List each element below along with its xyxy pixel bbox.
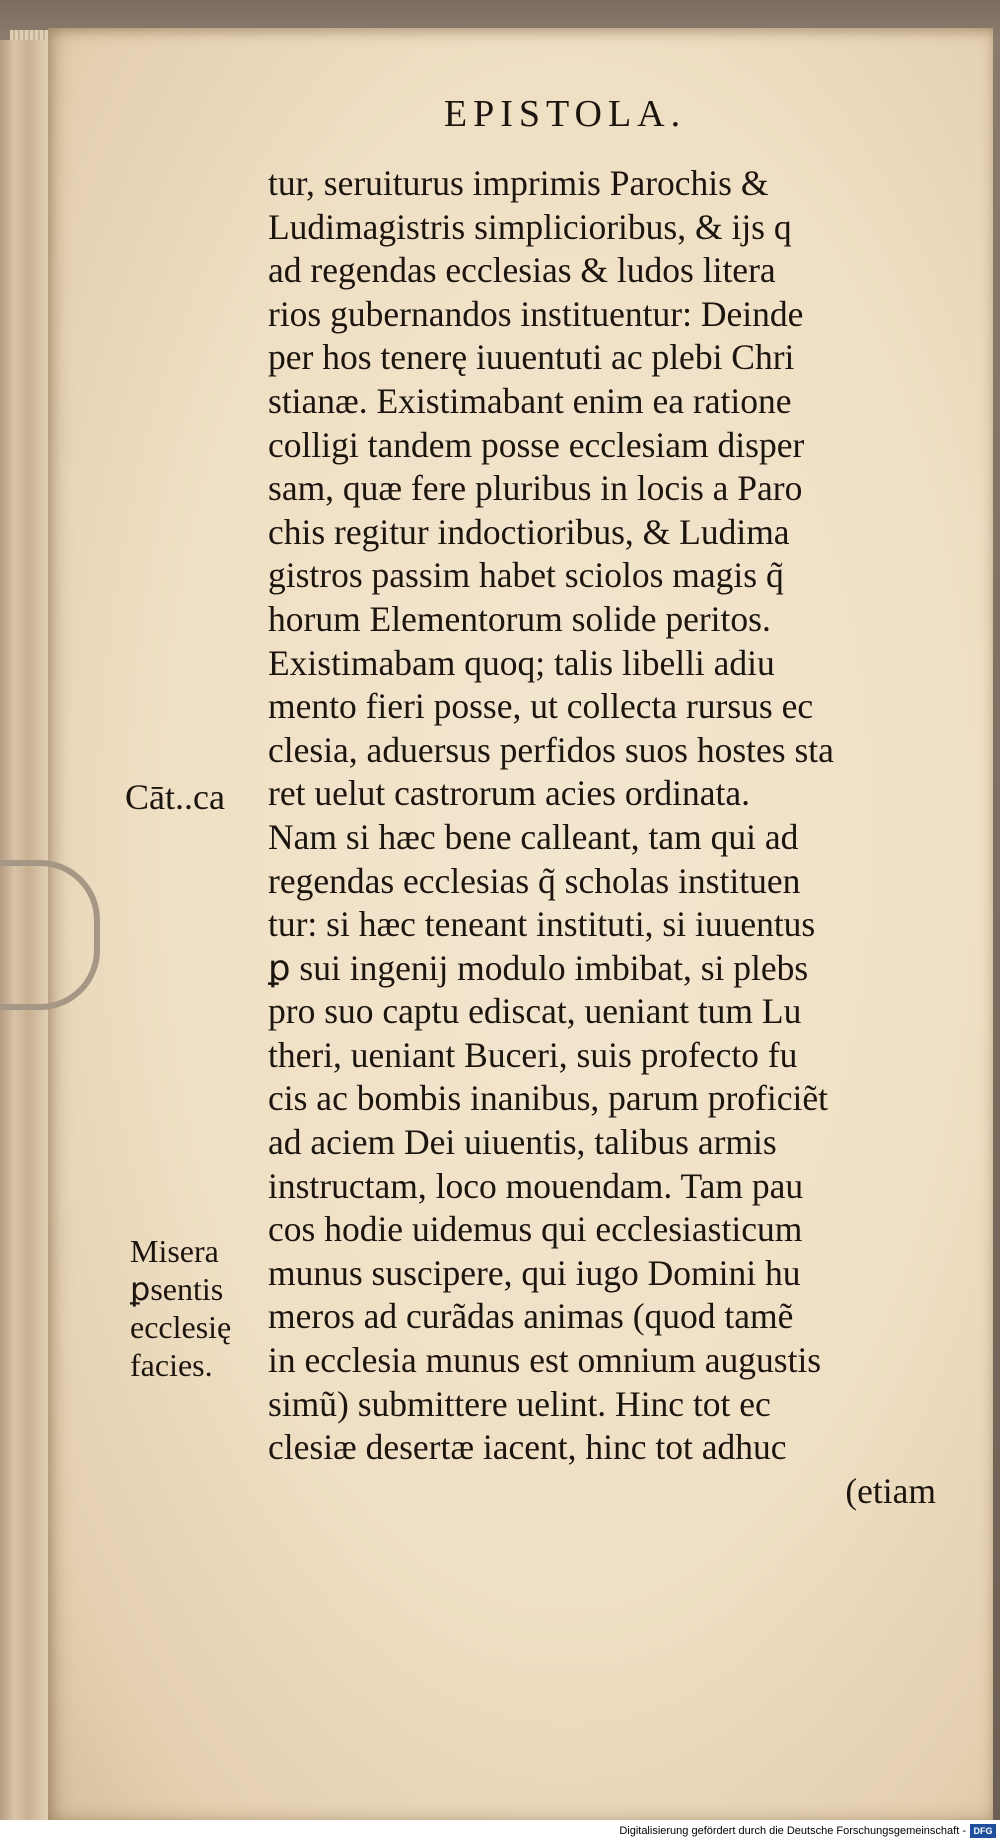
- dfg-logo: DFG: [970, 1824, 996, 1838]
- text-line: ꝑ sui ingenij modulo imbibat, si plebs: [268, 947, 809, 988]
- margin-note-line: ꝑsentis: [130, 1271, 224, 1307]
- text-line: ret uelut castrorum acies ordinata.: [268, 773, 751, 814]
- text-line: in ecclesia munus est omnium augustis: [268, 1340, 822, 1381]
- digitization-footer: [0, 1820, 1000, 1843]
- body-text: [268, 162, 936, 1513]
- text-line: clesiæ desertæ iacent, hinc tot adhuc: [268, 1427, 787, 1468]
- margin-note: [125, 778, 225, 816]
- text-line: munus suscipere, qui iugo Domini hu: [268, 1252, 801, 1293]
- text-line: sam, quæ fere pluribus in locis a Paro: [268, 468, 803, 509]
- text-line: rios gubernandos instituentur: Deinde: [268, 293, 804, 334]
- text-line: cis ac bombis inanibus, parum proficiẽt: [268, 1078, 828, 1119]
- text-line: pro suo captu ediscat, ueniant tum Lu: [268, 991, 802, 1032]
- margin-note: [130, 1232, 231, 1384]
- text-line: per hos tenerę iuuentuti ac plebi Chri: [268, 337, 795, 378]
- text-line: simũ) submittere uelint. Hinc tot ec: [268, 1383, 771, 1424]
- text-line: Existimabam quoq; talis libelli adiu: [268, 642, 775, 683]
- text-line: Nam si hæc bene calleant, tam qui ad: [268, 816, 799, 857]
- text-line: horum Elementorum solide peritos.: [268, 598, 771, 639]
- book-clasp: [0, 860, 100, 1010]
- text-line: meros ad curãdas animas (quod tamẽ: [268, 1296, 794, 1337]
- text-line: instructam, loco mouendam. Tam pau: [268, 1165, 804, 1206]
- margin-note-line: Cāt..ca: [125, 777, 225, 817]
- page-header: EPISTOLA.: [443, 93, 687, 135]
- margin-note-line: facies.: [130, 1347, 213, 1383]
- text-line: gistros passim habet sciolos magis q̃: [268, 555, 784, 596]
- text-line: cos hodie uidemus qui ecclesiasticum: [268, 1209, 803, 1250]
- text-line: ad aciem Dei uiuentis, talibus armis: [268, 1122, 777, 1163]
- text-line: mento fieri posse, ut collecta rursus ec: [268, 686, 814, 727]
- text-line: stianæ. Existimabant enim ea ratione: [268, 380, 792, 421]
- margin-note-line: Misera: [130, 1233, 219, 1269]
- text-line: chis regitur indoctioribus, & Ludima: [268, 511, 790, 552]
- catchword: (etiam: [845, 1470, 936, 1511]
- text-line: clesia, aduersus perfidos suos hostes sta: [268, 729, 834, 770]
- text-line: theri, ueniant Buceri, suis profecto fu: [268, 1034, 798, 1075]
- text-line: regendas ecclesias q̃ scholas instituen: [268, 860, 801, 901]
- text-line: tur: si hæc teneant instituti, si iuuentus: [268, 904, 816, 945]
- text-line: colligi tandem posse ecclesiam disper: [268, 424, 805, 465]
- text-line: Ludimagistris simplicioribus, & ijs q: [268, 206, 792, 247]
- text-line: ad regendas ecclesias & ludos litera: [268, 250, 776, 291]
- margin-note-line: ecclesię: [130, 1309, 232, 1345]
- text-line: tur, seruiturus imprimis Parochis &: [268, 163, 769, 203]
- footer-credit: Digitalisierung gefördert durch die Deutsche Forschungsgemeinschaft -: [619, 1825, 966, 1837]
